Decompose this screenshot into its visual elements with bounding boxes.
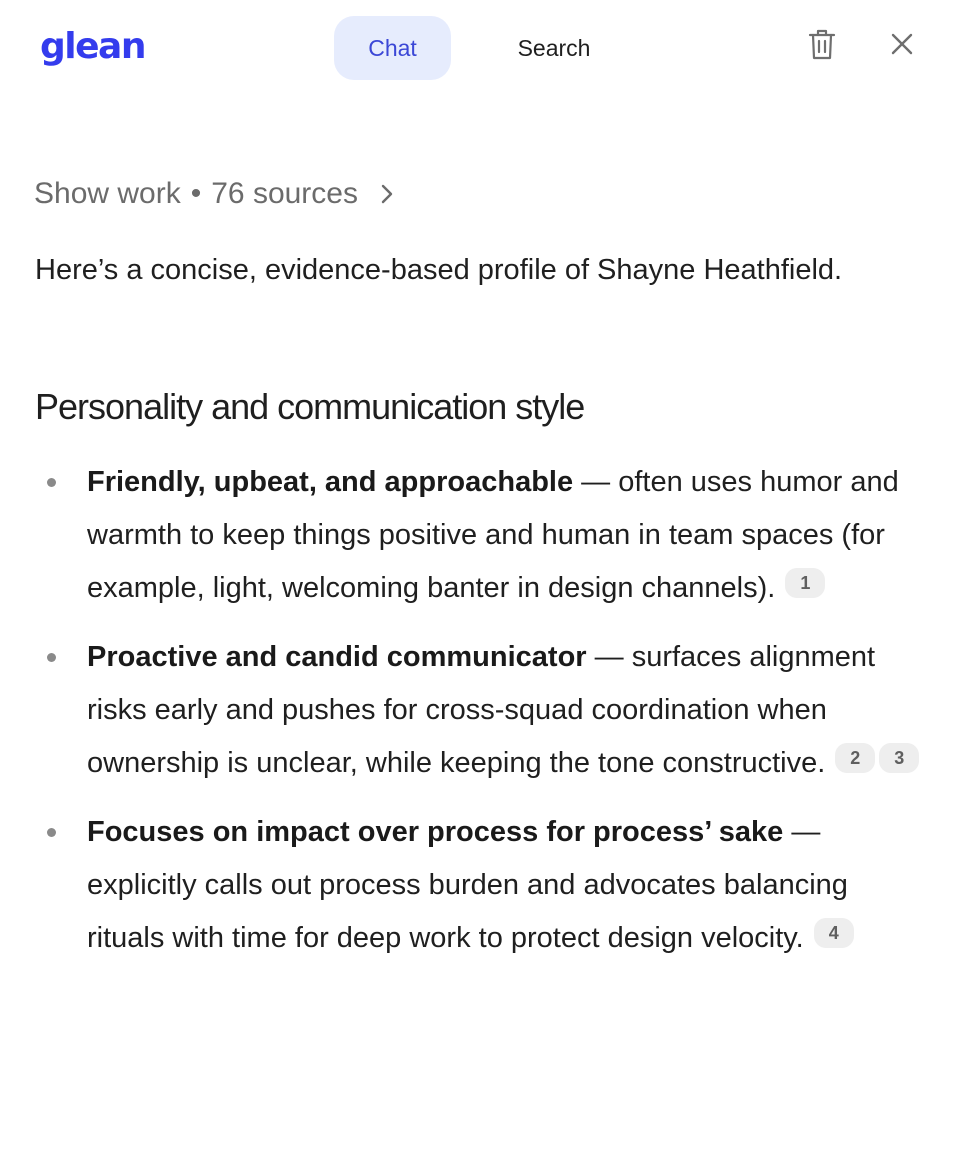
tab-search[interactable]: Search [517,35,591,61]
citation-badge[interactable]: 1 [785,568,825,598]
bullet-dot [47,478,56,487]
list-item [0,456,968,615]
list-item [0,806,968,965]
citation-badge[interactable]: 3 [879,743,919,773]
chevron-right-icon [380,183,394,205]
section-heading: Personality and communication style [35,386,585,427]
list-item [0,631,968,790]
trash-icon [807,27,837,61]
citation-badge[interactable]: 4 [814,918,854,948]
app-header [0,0,968,100]
bullet-title: Friendly, upbeat, and approachable [87,466,574,498]
show-work-label: Show work [34,177,181,210]
bullet-title: Proactive and candid communicator [87,641,587,673]
bullet-dot [47,653,56,662]
close-button[interactable] [882,24,922,64]
show-work-toggle[interactable] [34,172,394,216]
show-work-separator: • [190,177,202,210]
bullet-text: — explicitly calls out process burden and advocates balancing rituals with time for deep work to protect design velocity. [87,816,848,954]
glean-logo: glean [40,26,145,67]
sources-count: 76 sources [211,177,358,210]
intro-text: Here’s a concise, evidence-based profile of Shayne Heathfield. [35,254,843,286]
citation-badge[interactable]: 2 [835,743,875,773]
bullet-text: — surfaces alignment risks early and pushes for cross-squad coordination when ownership is unclear, while keeping the tone constructive. [87,641,876,779]
bullet-text: — often uses humor and warmth to keep things positive and human in team spaces (for example, light, welcoming banter in design channels). [87,466,899,604]
bullet-title: Focuses on impact over process for process’ sake [87,816,784,848]
bullet-dot [47,828,56,837]
delete-chat-button[interactable] [802,24,842,64]
tab-chat[interactable]: Chat [334,16,451,80]
trait-list [0,456,968,981]
close-icon [890,32,914,56]
